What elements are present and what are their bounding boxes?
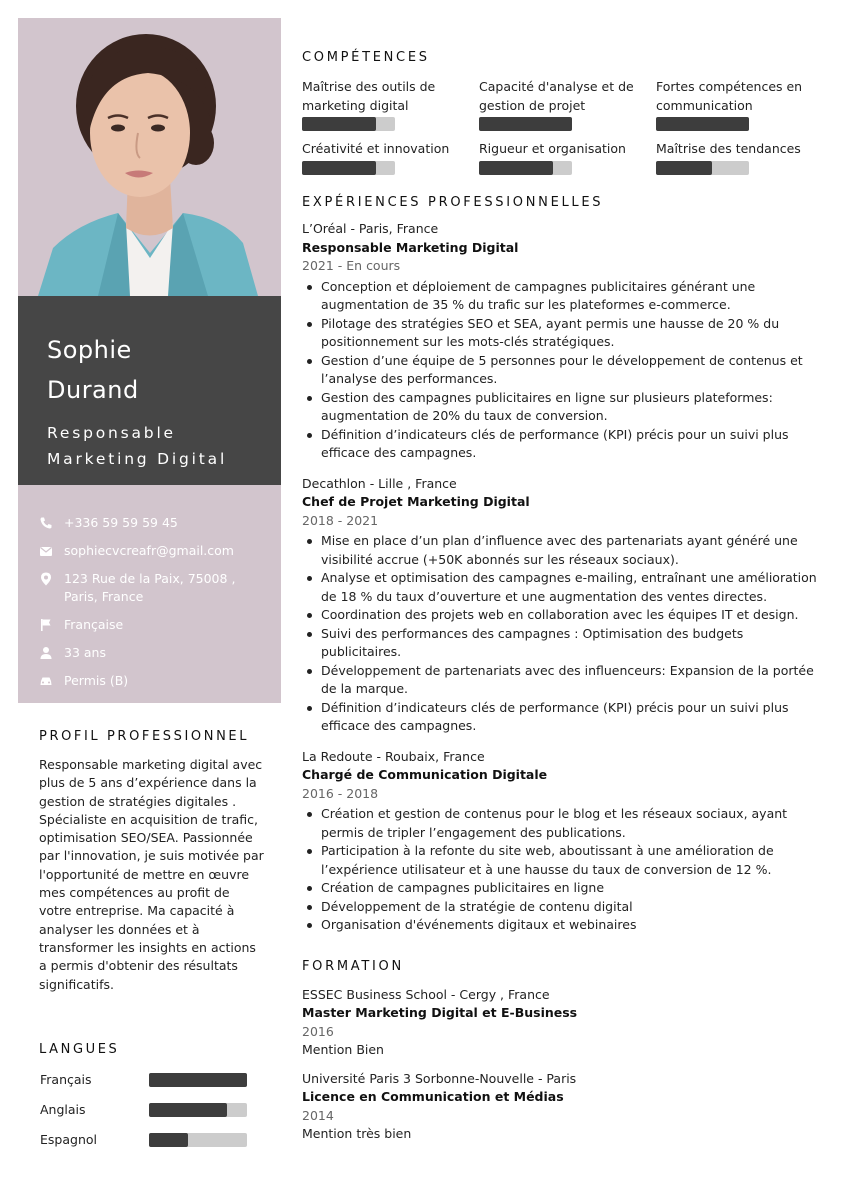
location-pin-icon (39, 572, 53, 586)
skill-label: Capacité d'analyse et de gestion de projet (479, 79, 634, 113)
job-role: Chargé de Communication Digitale (302, 767, 548, 782)
job-bullet: Coordination des projets web en collaboration avec les équipes IT et design. (321, 606, 822, 625)
car-icon (39, 674, 53, 688)
skill-level-bar (302, 117, 395, 131)
language-row (39, 1132, 264, 1162)
education-school: ESSEC Business School - Cergy , France (302, 986, 550, 1002)
skill-item (302, 78, 479, 140)
job-dates: 2018 - 2021 (302, 512, 379, 528)
education-mention: Mention très bien (302, 1126, 412, 1141)
experience-title: EXPÉRIENCES PROFESSIONNELLES (302, 195, 604, 210)
address-text: 123 Rue de la Paix, 75008 , Paris, France (64, 571, 236, 604)
skill-level-bar (656, 161, 749, 175)
age-text: 33 ans (64, 645, 106, 660)
language-level-fill (149, 1133, 188, 1147)
skills-grid-row2 (302, 140, 822, 180)
job-entry (302, 748, 822, 935)
email-icon (39, 544, 53, 558)
phone-text: +336 59 59 59 45 (64, 515, 178, 530)
last-name: Durand (47, 376, 139, 404)
job-company: Decathlon - Lille , France (302, 475, 457, 491)
education-school: Université Paris 3 Sorbonne-Nouvelle - Paris (302, 1070, 577, 1086)
languages-section (39, 1042, 264, 1162)
nationality-text: Française (64, 617, 124, 632)
phone-icon (39, 516, 53, 530)
skill-item (479, 78, 656, 140)
job-role: Chef de Projet Marketing Digital (302, 494, 530, 509)
languages-title: LANGUES (39, 1042, 120, 1057)
skill-label: Fortes compétences en communication (656, 79, 803, 113)
name-panel (18, 296, 281, 485)
skills-grid (302, 78, 822, 140)
job-bullet: Définition d’indicateurs clés de performance (KPI) précis pour un suivi plus efficace des campagnes. (321, 699, 822, 736)
flag-icon (39, 618, 53, 632)
job-bullet: Gestion des campagnes publicitaires en ligne sur plusieurs plateformes: augmentation de 20% du taux de conversion. (321, 389, 822, 426)
language-level-bar (149, 1133, 247, 1147)
skill-item (302, 140, 479, 180)
email-text: sophiecvcreafr@gmail.com (64, 543, 234, 558)
job-bullets (302, 278, 822, 463)
first-name: Sophie (47, 336, 132, 364)
contact-age (18, 644, 281, 662)
contact-panel (18, 485, 281, 703)
job-bullet: Création de campagnes publicitaires en ligne (321, 879, 822, 898)
skill-level-fill (656, 161, 712, 175)
skill-level-fill (479, 117, 572, 131)
job-bullet: Participation à la refonte du site web, aboutissant à une amélioration de l’expérience utilisateur et à une hausse du taux de conversion de 12 %. (321, 842, 822, 879)
contact-nationality (18, 616, 281, 634)
job-role: Responsable Marketing Digital (302, 239, 519, 255)
language-level-fill (149, 1103, 227, 1117)
job-bullet: Organisation d'événements digitaux et webinaires (321, 916, 822, 935)
job-bullet: Création et gestion de contenus pour le blog et les réseaux sociaux, ayant permis de tripler l’engagement des publications. (321, 805, 822, 842)
skill-item (479, 140, 656, 180)
job-bullet: Gestion d’une équipe de 5 personnes pour le développement de contenus et l’analyse des performances. (321, 352, 822, 389)
education-year: 2014 (302, 1107, 334, 1123)
contact-email (18, 542, 281, 560)
education-degree: Licence en Communication et Médias (302, 1089, 564, 1104)
job-title-line2: Marketing Digital (47, 450, 228, 468)
contact-address (18, 570, 281, 606)
job-dates: 2016 - 2018 (302, 785, 379, 801)
job-bullet: Suivi des performances des campagnes : Optimisation des budgets publicitaires. (321, 625, 822, 662)
job-company: L’Oréal - Paris, France (302, 221, 439, 236)
skill-level-bar (479, 161, 572, 175)
skill-label: Rigueur et organisation (479, 141, 626, 156)
person-icon (39, 646, 53, 660)
job-company: La Redoute - Roubaix, France (302, 748, 485, 764)
skill-label: Maîtrise des tendances (656, 141, 801, 156)
contact-phone (18, 514, 281, 532)
job-bullet: Définition d’indicateurs clés de performance (KPI) précis pour un suivi plus efficace des campagnes. (321, 426, 822, 463)
job-bullet: Développement de partenariats avec des influenceurs: Expansion de la portée de la marque. (321, 662, 822, 699)
skill-level-fill (656, 117, 749, 131)
profile-section (39, 729, 264, 994)
language-level-fill (149, 1073, 247, 1087)
skill-label: Créativité et innovation (302, 141, 450, 156)
job-dates: 2021 - En cours (302, 258, 401, 273)
language-name: Espagnol (40, 1132, 97, 1147)
portrait-illustration (18, 18, 281, 296)
license-text: Permis (B) (64, 673, 129, 688)
skill-item (656, 140, 816, 180)
skill-label: Maîtrise des outils de marketing digital (302, 79, 436, 113)
language-level-bar (149, 1073, 247, 1087)
job-bullets (302, 532, 822, 736)
job-bullet: Développement de la stratégie de contenu digital (321, 898, 822, 917)
job-entry (302, 220, 822, 463)
job-bullets (302, 805, 822, 935)
language-row (39, 1072, 264, 1102)
job-bullet: Analyse et optimisation des campagnes e-mailing, entraînant une amélioration de 18 % du taux d’ouverture et une augmentation des ventes directes. (321, 569, 822, 606)
profile-text: Responsable marketing digital avec plus de 5 ans d’expérience dans la gestion de stratégies digitales . Spécialiste en acquisition de trafic, optimisation SEO/SEA. Passionnée par l'innovation, je suis motivée par l'opportunité de mettre en œuvre mes compétences au profit de votre entreprise. Ma capacité à analyser les données et à transformer les insights en actions a permis d'obtenir des résultats significatifs. (39, 757, 264, 992)
education-mention: Mention Bien (302, 1042, 384, 1057)
education-year: 2016 (302, 1023, 334, 1039)
skill-item (656, 78, 816, 140)
job-bullet: Pilotage des stratégies SEO et SEA, ayant permis une hausse de 20 % du positionnement sur les mots-clés stratégiques. (321, 315, 822, 352)
skill-level-bar (302, 161, 395, 175)
skill-level-fill (302, 117, 376, 131)
language-name: Anglais (40, 1102, 86, 1117)
job-title-line1: Responsable (47, 424, 176, 442)
contact-license (18, 672, 281, 690)
education-entry (302, 1070, 822, 1144)
education-title: FORMATION (302, 958, 404, 974)
education-degree: Master Marketing Digital et E-Business (302, 1005, 578, 1020)
profile-photo (18, 18, 281, 296)
main-column (302, 50, 822, 1144)
skill-level-bar (656, 117, 749, 131)
education-entry (302, 986, 822, 1060)
skills-title: COMPÉTENCES (302, 50, 430, 65)
job-entry (302, 475, 822, 736)
language-level-bar (149, 1103, 247, 1117)
profile-title: PROFIL PROFESSIONNEL (39, 729, 250, 744)
language-row (39, 1102, 264, 1132)
language-name: Français (40, 1072, 92, 1087)
skill-level-bar (479, 117, 572, 131)
skill-level-fill (302, 161, 376, 175)
job-bullet: Conception et déploiement de campagnes publicitaires générant une augmentation de 35 % du trafic sur les plateformes e-commerce. (321, 278, 822, 315)
skill-level-fill (479, 161, 553, 175)
job-bullet: Mise en place d’un plan d’influence avec des partenariats ayant généré une visibilité accrue (+50K abonnés sur les réseaux sociaux). (321, 532, 822, 569)
